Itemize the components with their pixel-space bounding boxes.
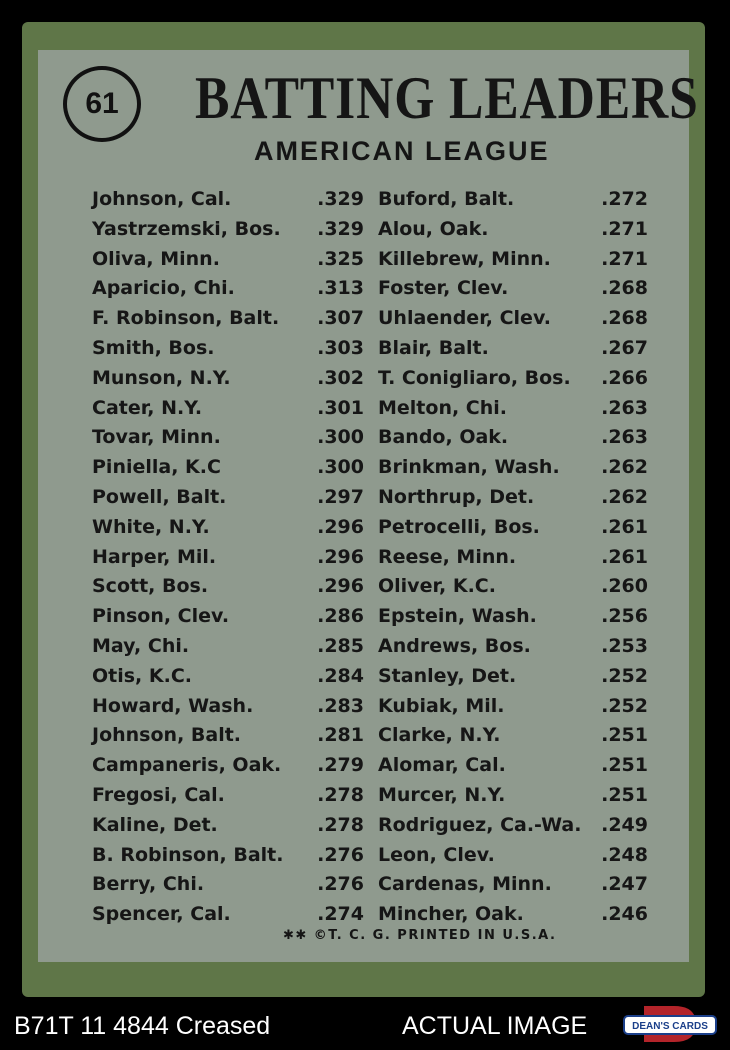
player-name: Petrocelli, Bos.: [378, 515, 540, 538]
player-row: [92, 364, 364, 394]
player-name: F. Robinson, Balt.: [92, 307, 280, 330]
batting-average: .296: [317, 575, 364, 598]
player-name: Kaline, Det.: [92, 813, 218, 836]
batting-average: .276: [317, 843, 364, 866]
player-name: Killebrew, Minn.: [378, 247, 551, 270]
player-row: [378, 900, 648, 930]
player-name: Kubiak, Mil.: [378, 694, 505, 717]
batting-average: .262: [601, 456, 648, 479]
player-name: Oliver, K.C.: [378, 575, 496, 598]
player-row: [378, 423, 648, 453]
card-number-badge: [63, 66, 141, 142]
player-row: [92, 692, 364, 722]
player-name: Buford, Balt.: [378, 188, 515, 210]
player-name: White, N.Y.: [92, 515, 210, 538]
batting-average: .261: [601, 545, 648, 568]
batting-average: .251: [601, 724, 648, 747]
batting-average: .251: [601, 783, 648, 806]
player-name: Murcer, N.Y.: [378, 783, 506, 806]
player-name: Yastrzemski, Bos.: [92, 217, 281, 240]
player-row: [378, 483, 648, 513]
batting-average: .285: [317, 634, 364, 657]
player-name: Cardenas, Minn.: [378, 873, 552, 896]
player-row: [92, 513, 364, 543]
player-row: [92, 543, 364, 573]
player-name: Munson, N.Y.: [92, 366, 231, 389]
player-row: [92, 811, 364, 841]
player-name: Stanley, Det.: [378, 664, 517, 687]
player-row: [378, 274, 648, 304]
batting-average: .281: [317, 724, 364, 747]
batting-average: .267: [601, 336, 648, 359]
player-name: Piniella, K.C: [92, 456, 221, 479]
deans-cards-logo: [622, 1004, 718, 1044]
player-row: [378, 841, 648, 871]
batting-average: .252: [601, 664, 648, 687]
player-row: [92, 304, 364, 334]
batting-average: .256: [601, 605, 648, 628]
player-name: Campaneris, Oak.: [92, 754, 282, 777]
player-row: [92, 572, 364, 602]
player-name: Smith, Bos.: [92, 336, 215, 359]
player-row: [378, 602, 648, 632]
player-row: [378, 692, 648, 722]
player-name: Spencer, Cal.: [92, 903, 231, 926]
player-name: Tovar, Minn.: [92, 426, 221, 449]
batting-average: .268: [601, 277, 648, 300]
listing-code: B71T 11 4844 Creased: [14, 1012, 271, 1040]
player-row: [92, 841, 364, 871]
batting-average: .249: [601, 813, 648, 836]
batting-average: .251: [601, 754, 648, 777]
player-name: Aparicio, Chi.: [92, 277, 235, 300]
batting-average: .263: [601, 396, 648, 419]
player-row: [92, 185, 364, 215]
right-stats-column: [378, 185, 648, 930]
player-row: [92, 602, 364, 632]
player-row: [92, 394, 364, 424]
player-name: Reese, Minn.: [378, 545, 517, 568]
player-row: [92, 781, 364, 811]
player-name: Harper, Mil.: [92, 545, 217, 568]
player-row: [378, 811, 648, 841]
player-row: [378, 751, 648, 781]
player-row: [378, 572, 648, 602]
batting-average: .268: [601, 307, 648, 330]
batting-average: .274: [317, 903, 364, 926]
svg-text:DEAN'S CARDS: DEAN'S CARDS: [632, 1021, 708, 1032]
player-row: [378, 394, 648, 424]
batting-average: .246: [601, 903, 648, 926]
player-row: [378, 245, 648, 275]
player-name: Blair, Balt.: [378, 336, 489, 359]
player-name: Fregosi, Cal.: [92, 783, 225, 806]
player-name: May, Chi.: [92, 634, 190, 657]
player-name: Powell, Balt.: [92, 485, 227, 508]
batting-average: .279: [317, 754, 364, 777]
player-row: [92, 632, 364, 662]
batting-average: .247: [601, 873, 648, 896]
player-name: Mincher, Oak.: [378, 903, 524, 926]
actual-image-label: ACTUAL IMAGE: [402, 1012, 588, 1040]
player-name: Otis, K.C.: [92, 664, 192, 687]
batting-average: .302: [317, 366, 364, 389]
player-name: Foster, Clev.: [378, 277, 509, 300]
batting-average: .300: [317, 456, 364, 479]
player-name: Scott, Bos.: [92, 575, 209, 598]
card-number: 61: [85, 87, 119, 120]
player-name: Pinson, Clev.: [92, 605, 230, 628]
player-name: Epstein, Wash.: [378, 605, 537, 628]
batting-average: .325: [317, 247, 364, 270]
player-name: Clarke, N.Y.: [378, 724, 501, 747]
player-row: [378, 453, 648, 483]
batting-average: .271: [601, 217, 648, 240]
batting-average: .276: [317, 873, 364, 896]
player-name: Johnson, Cal.: [92, 188, 232, 210]
batting-average: .278: [317, 783, 364, 806]
player-name: Alomar, Cal.: [378, 754, 506, 777]
batting-average: .266: [601, 366, 648, 389]
player-name: Melton, Chi.: [378, 396, 508, 419]
batting-average: .283: [317, 694, 364, 717]
player-name: B. Robinson, Balt.: [92, 843, 284, 866]
left-stats-column: [92, 185, 364, 930]
player-row: [378, 632, 648, 662]
batting-average: .248: [601, 843, 648, 866]
player-row: [92, 721, 364, 751]
batting-average: .296: [317, 515, 364, 538]
batting-average: .260: [601, 575, 648, 598]
copyright-line: ✱✱ ©T. C. G. PRINTED IN U.S.A.: [283, 928, 557, 943]
batting-average: .286: [317, 605, 364, 628]
player-row: [378, 334, 648, 364]
player-row: [92, 662, 364, 692]
player-row: [92, 751, 364, 781]
player-row: [92, 215, 364, 245]
player-name: Uhlaender, Clev.: [378, 307, 551, 330]
player-row: [378, 215, 648, 245]
player-row: [378, 364, 648, 394]
batting-average: .301: [317, 396, 364, 419]
card-title: BATTING LEADERS: [195, 65, 699, 131]
batting-average: .296: [317, 545, 364, 568]
player-row: [92, 453, 364, 483]
player-name: Oliva, Minn.: [92, 247, 220, 270]
player-row: [378, 543, 648, 573]
batting-average: .252: [601, 694, 648, 717]
batting-average: .271: [601, 247, 648, 270]
batting-average: .284: [317, 664, 364, 687]
player-name: Johnson, Balt.: [92, 724, 242, 747]
player-row: [92, 245, 364, 275]
batting-average: .262: [601, 485, 648, 508]
player-name: Alou, Oak.: [378, 217, 489, 240]
batting-average: .278: [317, 813, 364, 836]
player-row: [378, 870, 648, 900]
batting-average: .297: [317, 485, 364, 508]
player-name: T. Conigliaro, Bos.: [378, 366, 571, 389]
player-name: Bando, Oak.: [378, 426, 509, 449]
player-row: [378, 513, 648, 543]
player-row: [378, 185, 648, 215]
player-name: Andrews, Bos.: [378, 634, 531, 657]
card-subtitle: AMERICAN LEAGUE: [254, 136, 550, 166]
player-row: [378, 781, 648, 811]
player-name: Cater, N.Y.: [92, 396, 203, 419]
player-row: [378, 662, 648, 692]
batting-average: .303: [317, 336, 364, 359]
player-row: [378, 304, 648, 334]
player-row: [378, 721, 648, 751]
batting-average: .272: [601, 188, 648, 210]
player-name: Berry, Chi.: [92, 873, 205, 896]
batting-average: .300: [317, 426, 364, 449]
player-row: [92, 900, 364, 930]
batting-average: .313: [317, 277, 364, 300]
player-row: [92, 274, 364, 304]
player-name: Brinkman, Wash.: [378, 456, 560, 479]
player-name: Northrup, Det.: [378, 485, 535, 508]
batting-average: .261: [601, 515, 648, 538]
player-row: [92, 483, 364, 513]
batting-average: .263: [601, 426, 648, 449]
player-row: [92, 870, 364, 900]
player-name: Rodriguez, Ca.-Wa.: [378, 813, 582, 836]
player-name: Leon, Clev.: [378, 843, 495, 866]
batting-average: .307: [317, 307, 364, 330]
player-row: [92, 334, 364, 364]
player-name: Howard, Wash.: [92, 694, 254, 717]
player-row: [92, 423, 364, 453]
batting-average: .253: [601, 634, 648, 657]
batting-average: .329: [317, 188, 364, 210]
batting-average: .329: [317, 217, 364, 240]
